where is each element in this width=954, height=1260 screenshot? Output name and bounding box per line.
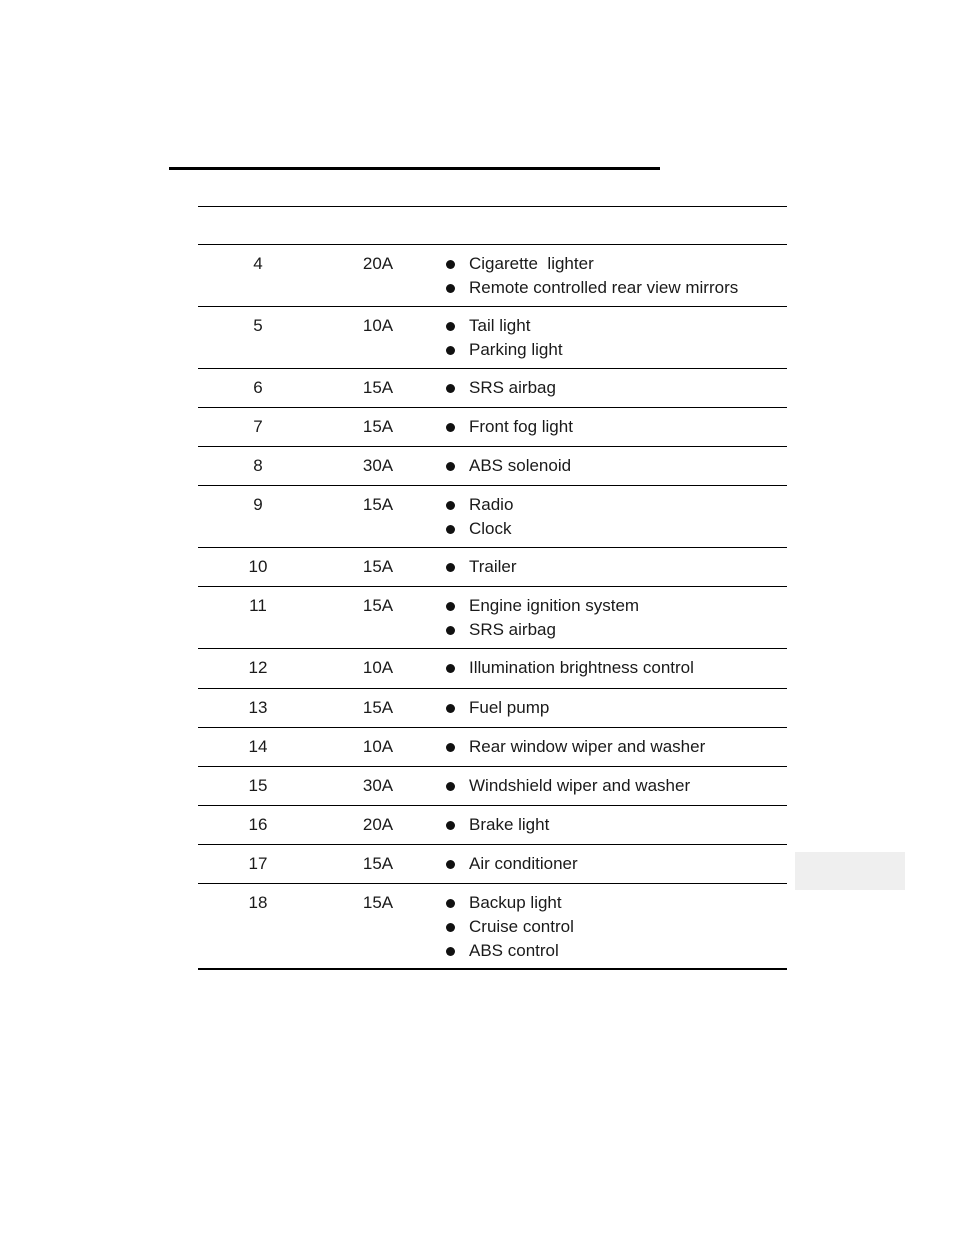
bullet-icon <box>446 860 455 869</box>
fuse-rating: 30A <box>362 776 394 795</box>
bullet-icon <box>446 947 455 956</box>
table-row <box>198 884 787 970</box>
table-row <box>198 806 787 845</box>
bullet-icon <box>446 346 455 355</box>
table-row <box>198 728 787 767</box>
fuse-number: 12 <box>248 658 268 677</box>
circuit-label: Cruise control <box>469 917 574 936</box>
circuit-item <box>446 774 787 798</box>
fuse-number: 13 <box>248 698 268 717</box>
section-title-rule <box>169 167 660 170</box>
protected-circuits <box>446 806 787 837</box>
protected-circuits <box>446 689 787 720</box>
bullet-icon <box>446 284 455 293</box>
circuit-item <box>446 454 787 478</box>
fuse-rating: 15A <box>362 378 394 397</box>
fuse-number: 11 <box>249 596 267 615</box>
bullet-icon <box>446 384 455 393</box>
protected-circuits <box>446 486 787 541</box>
circuit-label: Engine ignition system <box>469 596 640 615</box>
bullet-icon <box>446 899 455 908</box>
circuit-label: Radio <box>469 495 514 514</box>
fuse-rating: 15A <box>362 893 394 912</box>
circuit-item <box>446 813 787 837</box>
fuse-number: 8 <box>253 456 263 475</box>
circuit-item <box>446 594 787 618</box>
bullet-icon <box>446 821 455 830</box>
circuit-label: Cigarette lighter <box>469 254 594 273</box>
fuse-rating: 10A <box>362 737 394 756</box>
fuse-number: 6 <box>253 378 263 397</box>
side-tab <box>795 852 905 890</box>
bullet-icon <box>446 462 455 471</box>
fuse-rating: 15A <box>362 698 394 717</box>
protected-circuits <box>446 369 787 400</box>
circuit-label: Windshield wiper and washer <box>469 776 691 795</box>
protected-circuits <box>446 408 787 439</box>
fuse-rating: 10A <box>362 658 394 677</box>
circuit-label: SRS airbag <box>469 620 556 639</box>
fuse-rating: 10A <box>362 316 394 335</box>
circuit-label: ABS solenoid <box>469 456 572 475</box>
circuit-item <box>446 735 787 759</box>
protected-circuits <box>446 649 787 680</box>
fuse-rating: 20A <box>362 815 394 834</box>
circuit-label: Air conditioner <box>469 854 578 873</box>
fuse-table <box>198 206 787 970</box>
fuse-rating: 15A <box>362 557 394 576</box>
table-row <box>198 408 787 447</box>
circuit-item <box>446 252 787 276</box>
table-row <box>198 369 787 408</box>
circuit-label: Tail light <box>469 316 531 335</box>
fuse-number: 5 <box>253 316 263 335</box>
bullet-icon <box>446 743 455 752</box>
bullet-icon <box>446 260 455 269</box>
fuse-rating: 20A <box>362 254 394 273</box>
fuse-rating: 15A <box>362 854 394 873</box>
circuit-item <box>446 915 787 939</box>
circuit-item <box>446 555 787 579</box>
table-row <box>198 548 787 587</box>
circuit-label: Trailer <box>469 557 517 576</box>
fuse-number: 16 <box>248 815 268 834</box>
fuse-number: 15 <box>248 776 268 795</box>
circuit-label: Brake light <box>469 815 550 834</box>
circuit-item <box>446 939 787 963</box>
fuse-number: 10 <box>248 557 268 576</box>
bullet-icon <box>446 664 455 673</box>
bullet-icon <box>446 423 455 432</box>
circuit-label: Rear window wiper and washer <box>469 737 706 756</box>
bullet-icon <box>446 704 455 713</box>
fuse-number: 14 <box>248 737 268 756</box>
table-row <box>198 447 787 486</box>
fuse-number: 18 <box>248 893 268 912</box>
circuit-label: Backup light <box>469 893 562 912</box>
fuse-rating: 30A <box>362 456 394 475</box>
table-header-row <box>198 207 787 245</box>
protected-circuits <box>446 245 787 300</box>
circuit-label: Front fog light <box>469 417 573 436</box>
protected-circuits <box>446 767 787 798</box>
table-row <box>198 486 787 548</box>
bullet-icon <box>446 525 455 534</box>
fuse-number: 4 <box>253 254 263 273</box>
protected-circuits <box>446 548 787 579</box>
circuit-item <box>446 376 787 400</box>
fuse-number: 7 <box>253 417 263 436</box>
bullet-icon <box>446 626 455 635</box>
fuse-number: 17 <box>248 854 268 873</box>
protected-circuits <box>446 728 787 759</box>
circuit-label: Clock <box>469 519 512 538</box>
circuit-item <box>446 415 787 439</box>
protected-circuits <box>446 447 787 478</box>
circuit-item <box>446 314 787 338</box>
bullet-icon <box>446 501 455 510</box>
protected-circuits <box>446 587 787 642</box>
circuit-item <box>446 517 787 541</box>
circuit-label: Remote controlled rear view mirrors <box>469 278 739 297</box>
protected-circuits <box>446 845 787 876</box>
circuit-item <box>446 656 787 680</box>
circuit-label: Fuel pump <box>469 698 550 717</box>
bullet-icon <box>446 782 455 791</box>
table-row <box>198 767 787 806</box>
circuit-label: ABS control <box>469 941 559 960</box>
fuse-rating: 15A <box>362 495 394 514</box>
circuit-item <box>446 276 787 300</box>
bullet-icon <box>446 322 455 331</box>
protected-circuits <box>446 307 787 362</box>
table-row <box>198 245 787 307</box>
circuit-item <box>446 618 787 642</box>
fuse-rating: 15A <box>362 417 394 436</box>
bullet-icon <box>446 923 455 932</box>
bullet-icon <box>446 563 455 572</box>
circuit-item <box>446 338 787 362</box>
table-row <box>198 587 787 649</box>
table-row <box>198 649 787 689</box>
protected-circuits <box>446 884 787 963</box>
circuit-label: Illumination brightness control <box>469 658 694 677</box>
circuit-label: Parking light <box>469 340 563 359</box>
circuit-item <box>446 696 787 720</box>
bullet-icon <box>446 602 455 611</box>
circuit-item <box>446 852 787 876</box>
table-row <box>198 689 787 728</box>
table-row <box>198 307 787 369</box>
fuse-number: 9 <box>253 495 263 514</box>
circuit-item <box>446 891 787 915</box>
circuit-item <box>446 493 787 517</box>
fuse-rating: 15A <box>362 596 394 615</box>
circuit-label: SRS airbag <box>469 378 556 397</box>
table-row <box>198 845 787 884</box>
